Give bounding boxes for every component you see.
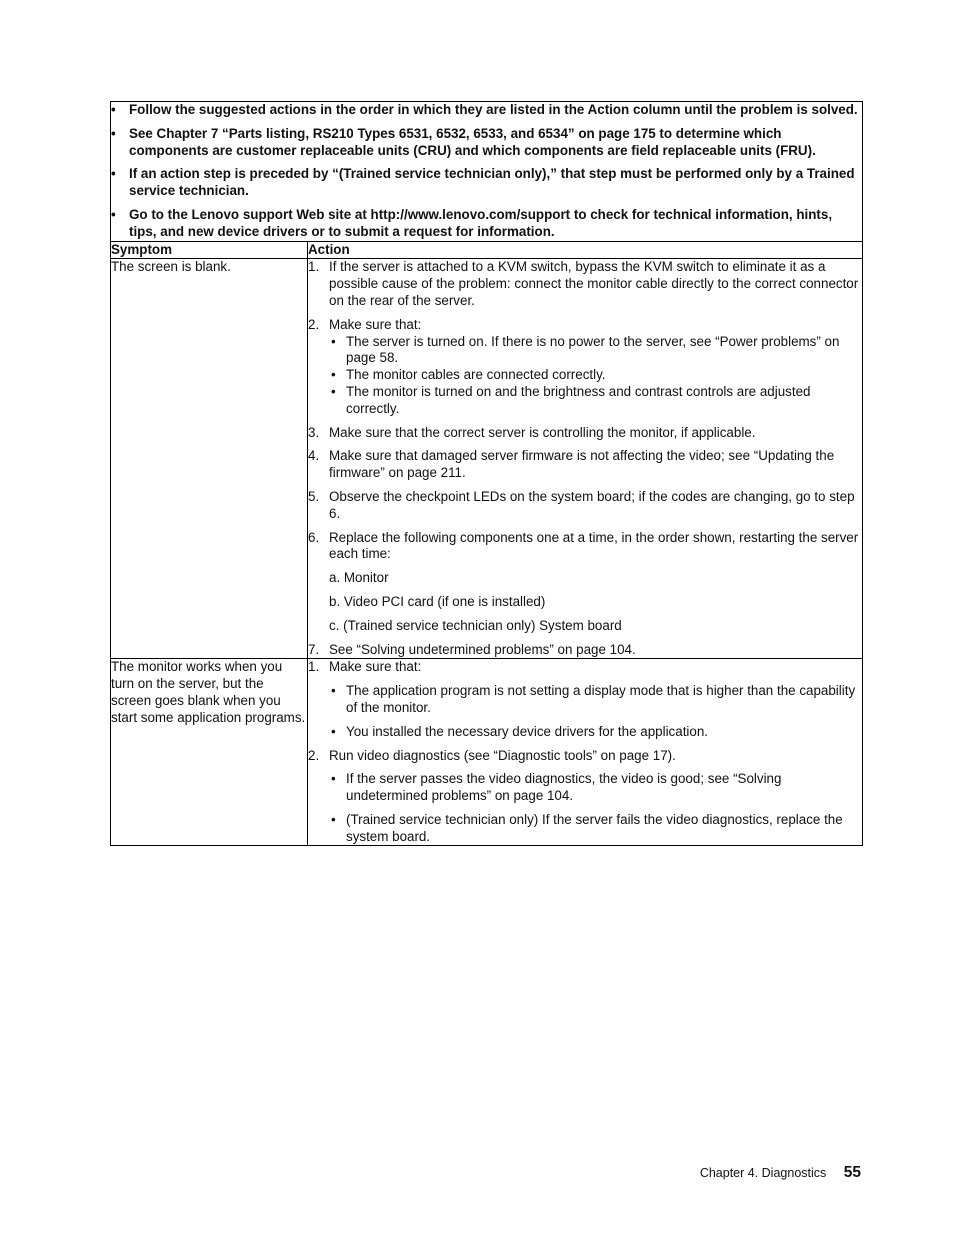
step-text: If the server is attached to a KVM switch, bypass the KVM switch to eliminate it as a possible cause of the problem: connect the monitor cable directly to the correct connector on the rear of the server.	[329, 259, 859, 308]
notes-row	[111, 102, 863, 242]
action-cell	[308, 659, 863, 846]
step-bullets	[329, 683, 862, 740]
step-text: Replace the following components one at a time, in the order shown, restarting the server each time:	[329, 529, 859, 562]
step-bullet: • The application program is not setting a display mode that is higher than the capability of the monitor.	[329, 683, 862, 717]
step-bullet: • You installed the necessary device drivers for the application.	[329, 724, 862, 741]
step-bullet: • (Trained service technician only) If the server fails the video diagnostics, replace the system board.	[329, 812, 862, 846]
symptom-action-table	[110, 101, 863, 846]
note-item: • Go to the Lenovo support Web site at http://www.lenovo.com/support to check for technical information, hints, tips, and new device drivers or to submit a request for information.	[111, 207, 862, 241]
symptom-cell: The screen is blank.	[111, 259, 308, 659]
note-item: • If an action step is preceded by “(Trained service technician only),” that step must be performed only by a Trained service technician.	[111, 166, 862, 200]
lettered-item: c. (Trained service technician only) System board	[329, 617, 622, 633]
action-header: Action	[308, 241, 863, 259]
step-text: Make sure that the correct server is controlling the monitor, if applicable.	[329, 424, 756, 440]
note-item: • See Chapter 7 “Parts listing, RS210 Types 6531, 6532, 6533, and 6534” on page 175 to determine which components are customer replaceable units (CRU) and which components are field replaceable units (FRU).	[111, 126, 862, 160]
step-number: 4.	[308, 448, 320, 464]
header-row	[111, 241, 863, 259]
action-step	[308, 748, 862, 846]
action-cell	[308, 259, 863, 659]
action-step	[308, 425, 862, 442]
step-number: 6.	[308, 529, 320, 545]
action-step	[308, 259, 862, 309]
step-bullet: • The monitor is turned on and the brightness and contrast controls are adjusted correctly.	[329, 384, 862, 418]
step-number: 7.	[308, 641, 320, 657]
table-row	[111, 259, 863, 659]
step-number: 2.	[308, 747, 320, 763]
step-number: 1.	[308, 659, 320, 675]
step-number: 1.	[308, 259, 320, 275]
step-number: 5.	[308, 488, 320, 504]
lettered-item: b. Video PCI card (if one is installed)	[329, 593, 546, 609]
symptom-cell: The monitor works when you turn on the server, but the screen goes blank when you start some application programs.	[111, 659, 308, 846]
action-step	[308, 530, 862, 635]
action-steps	[308, 259, 862, 658]
step-number: 3.	[308, 424, 320, 440]
step-text: Make sure that:	[329, 316, 422, 332]
action-step	[308, 642, 862, 659]
step-text: See “Solving undetermined problems” on page 104.	[329, 641, 636, 657]
action-step	[308, 489, 862, 523]
step-bullets	[329, 334, 862, 418]
chapter-label: Chapter 4. Diagnostics	[699, 1166, 827, 1180]
step-text: Observe the checkpoint LEDs on the system board; if the codes are changing, go to step 6.	[329, 488, 855, 521]
notes-list	[111, 102, 862, 241]
step-text: Make sure that damaged server firmware is not affecting the video; see “Updating the firmware” on page 211.	[329, 448, 835, 481]
step-bullets	[329, 771, 862, 845]
note-item: • Follow the suggested actions in the order in which they are listed in the Action column until the problem is solved.	[111, 102, 862, 119]
action-step	[308, 659, 862, 740]
notes-cell	[111, 102, 863, 242]
step-bullet: • If the server passes the video diagnostics, the video is good; see “Solving undetermined problems” on page 104.	[329, 771, 862, 805]
step-bullet: • The monitor cables are connected correctly.	[329, 367, 862, 384]
page-footer	[700, 1164, 861, 1182]
page-number: 55	[843, 1164, 861, 1181]
symptom-header: Symptom	[111, 241, 308, 259]
step-bullet: • The server is turned on. If there is no power to the server, see “Power problems” on page 58.	[329, 334, 862, 368]
action-step	[308, 317, 862, 418]
lettered-list	[329, 570, 862, 634]
table-row	[111, 659, 863, 846]
step-number: 2.	[308, 316, 320, 332]
action-steps	[308, 659, 862, 845]
lettered-item: a. Monitor	[329, 570, 389, 586]
action-step	[308, 448, 862, 482]
step-text: Run video diagnostics (see “Diagnostic tools” on page 17).	[329, 747, 676, 763]
step-text: Make sure that:	[329, 659, 422, 675]
